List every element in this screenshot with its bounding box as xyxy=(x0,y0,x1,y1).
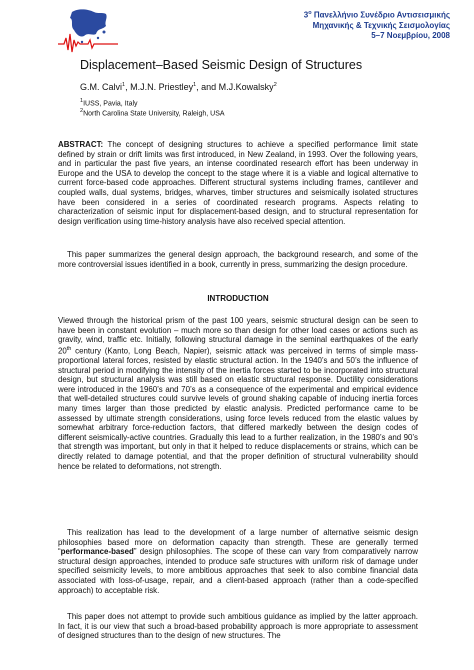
intro-p1-part-b: century (Kanto, Long Beach, Napier), seismic attack was perceived in terms of simple mass-proportional lateral forces, resisted by elastic structural action. In the 1940’s and 50’s the influence of structural period in modifying the intensity of the inertia forces started to be incorporated into structural design, but structural analysis was still based on elastic structural response. Ductility considerations were introduced in the 1960’s and 70’s as a consequence of the experimental and empirical evidence that well-detailed structures could survive levels of ground shaking capable of inducing inertia forces many times larger than those predicted by elastic analysis. Predicted performance came to be assessed by ultimate strength considerations, using force levels reduced from the elastic values by somewhat arbitrary force-reduction factors, that differed markedly between the design codes of different seismically-active countries. Gradually this lead to a further realization, in the 1980’s and 90’s that strength was important, but only in that it helped to reduce displacements or strains, which can be directly related to damage potential, and that the proper definition of structural vulnerability should hence be related to deformations, not strength. xyxy=(58,346,418,471)
conference-line-1 xyxy=(304,8,450,21)
conference-dates: 5–7 Νοεμβρίου, 2008 xyxy=(371,30,450,40)
affiliation-2-text: North Carolina State University, Raleigh, USA xyxy=(83,110,225,118)
abstract-label: ABSTRACT: xyxy=(58,140,104,149)
conference-edition-sup: ο xyxy=(308,10,312,16)
intro-paragraph-3: This paper does not attempt to provide such ambitious guidance as implied by the latter approach. In fact, it is our view that such a broad-based probability approach is more appropriate to assessment of designed structures than to the design of new structures. The xyxy=(58,612,418,641)
affiliation-1-text: IUSS, Pavia, Italy xyxy=(83,100,138,108)
intro-p1-part-a: Viewed through the historical prism of the past 100 years, seismic structural design can be seen to have been in constant evolution – much more so than design for other load cases or actions such as gravity, wind, traffic etc. Initially, following structural damage in the seminal earthquakes of the early 20 xyxy=(58,316,418,356)
affiliation-2 xyxy=(80,108,225,117)
abstract-paragraph xyxy=(58,140,418,226)
conference-name-part1: Πανελλήνιο Συνέδριο Αντισεισμικής xyxy=(311,10,450,20)
author-calvi: G.M. Calvi xyxy=(80,82,123,92)
intro-p2-part-a: This realization has lead to the development of a large number of alternative seismic design philosophies based more on deformation capacity than strength. These are generally termed “ xyxy=(58,528,418,557)
intro-p1-sup: th xyxy=(66,345,72,352)
conference-line-2: Μηχανικής & Τεχνικής Σεισμολογίας xyxy=(312,20,450,30)
conference-edition-number: 3 xyxy=(303,10,309,20)
abstract-text: The concept of designing structures to achieve a specified performance limit state defined by strain or drift limits was first introduced, in New Zealand, in 1993. Over the following years, and in particular the past five years, an intense coordinated research effort has been underway in Europe and the USA to develop the concept to the stage where it is a viable and logical alternative to current force-based code approaches. Different structural systems including frames, cantilever and coupled walls, dual systems, bridges, wharves, timber structures and seismically isolated structures have been considered in a series of coordinated research programs. Aspects relating to characterization of seismic input for displacement-based design, and to structural representation for design verification using time-history analysis have also received special attention. xyxy=(58,140,418,226)
introduction-heading: INTRODUCTION xyxy=(207,294,269,303)
author-kowalsky: , and M.J.Kowalsky xyxy=(196,82,274,92)
conference-header xyxy=(304,8,450,41)
intro-paragraph-2 xyxy=(58,528,418,595)
intro-paragraph-1 xyxy=(58,316,418,471)
paper-title: Displacement–Based Seismic Design of Structures xyxy=(80,58,363,72)
author-priestley: , M.J.N. Priestley xyxy=(125,82,194,92)
affiliation-1-marker: 1 xyxy=(80,98,84,104)
conference-logo xyxy=(58,6,120,56)
author-priestley-aff: 1 xyxy=(193,82,197,88)
performance-based-term: performance-based xyxy=(60,547,134,557)
author-calvi-aff: 1 xyxy=(122,82,126,88)
author-kowalsky-aff: 2 xyxy=(273,82,277,88)
author-list xyxy=(80,82,277,92)
affiliation-2-marker: 2 xyxy=(80,108,84,114)
affiliation-1 xyxy=(80,98,138,107)
intro-p2-part-b: ” design philosophies. The scope of these can vary from comparatively narrow structural design approaches, intended to produce safe structures with uniform risk of damage under specified seismicity levels, to more ambitious approaches that seek to also combine financial data associated with loss-of-usage, repair, and a client-based approach (rather than a code-specified approach) to acceptable risk. xyxy=(58,547,418,595)
summary-paragraph: This paper summarizes the general design approach, the background research, and some of the more controversial issues identified in a book, currently in press, summarizing the design procedure. xyxy=(58,250,418,269)
